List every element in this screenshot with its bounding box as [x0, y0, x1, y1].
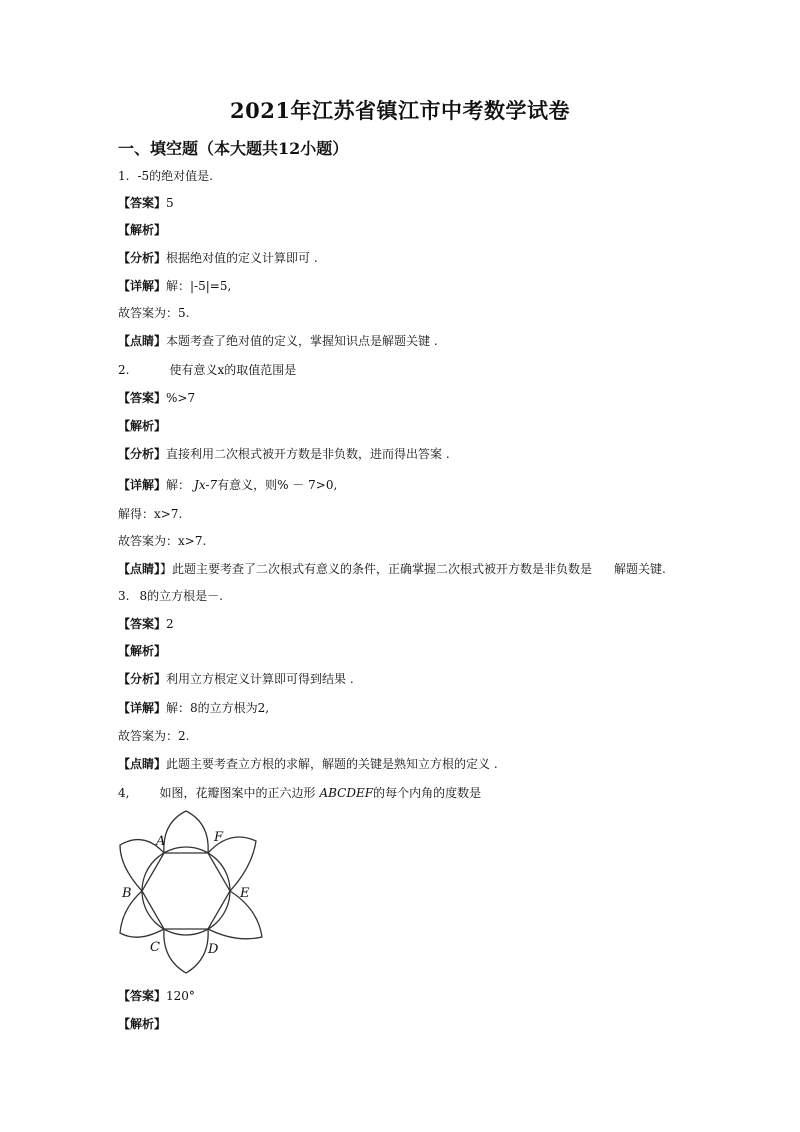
q2-dianjing-a: 】此题主要考查了二次根式有意义的条件，正确掌握二次根式被开方数是非负数是: [160, 562, 593, 576]
q2-sqrt-expression: Jx-7: [194, 478, 218, 492]
q1-dianjing-text: 本题考查了绝对值的定义，掌握知识点是解题关键 .: [166, 334, 438, 348]
q2-jiede: 解得：x>7.: [118, 507, 183, 521]
q1-final: 故答案为：5.: [118, 306, 190, 320]
q4-answer-tag: 【答案】: [118, 989, 167, 1003]
q4-text-b: 的每个内角的度数是: [373, 786, 482, 800]
q1-jiexi-tag: 【解析】: [118, 223, 167, 237]
q3-jiexi: [118, 643, 166, 659]
q1-jiexi: [118, 222, 166, 238]
q4-jiexi-tag: 【解析】: [118, 1017, 167, 1031]
q2-answer-value: %>7: [166, 391, 196, 405]
flower-hexagon-figure: [112, 805, 272, 977]
q1-fenxi: [118, 250, 318, 266]
label-c: C: [150, 940, 160, 955]
q1-answer: [118, 195, 174, 211]
q3-dianjing-text: 此题主要考查立方根的求解，解题的关键是熟知立方根的定义 .: [166, 757, 498, 771]
hexagon-abcdef: [142, 853, 230, 929]
q3-xiangjie: [118, 700, 269, 716]
q2-fenxi-text: 直接利用二次根式被开方数是非负数，进而得出答案 .: [166, 447, 450, 461]
q3-dianjing-tag: 【点睛】: [118, 757, 167, 771]
q3-dianjing: [118, 756, 498, 772]
q4-jiexi: [118, 1016, 166, 1032]
q1-dianjing: [118, 333, 438, 349]
q2-answer-tag: 【答案】: [118, 391, 167, 405]
q2-final: 故答案为：x>7.: [118, 534, 207, 548]
q4-number: 4,: [118, 786, 130, 800]
q1-answer-value: 5: [166, 196, 174, 210]
q2-dianjing-b: 解题关键.: [614, 562, 666, 576]
q2-dianjing: [118, 561, 666, 577]
q2-jiexi-tag: 【解析】: [118, 419, 167, 433]
q3-number: 3.: [118, 589, 130, 603]
q2-jiexi: [118, 418, 166, 434]
q4-answer-value: 120°: [166, 989, 195, 1003]
q2-dianjing-tag: 【点睛】: [118, 562, 161, 576]
page-title: 2021年江苏省镇江市中考数学试卷: [230, 98, 570, 123]
q1-fenxi-text: 根据绝对值的定义计算即可 .: [166, 251, 318, 265]
q3-answer-value: 2: [166, 617, 174, 631]
q2-xiangjie-b: 有意义，则% － 7>0,: [217, 478, 338, 492]
q2-text: 使有意义x的取值范围是: [169, 363, 297, 377]
q1-number: 1.: [118, 169, 130, 183]
q3-xiangjie-tag: 【详解】: [118, 701, 167, 715]
q2-stem: [118, 362, 296, 378]
q2-xiangjie-a: 解：: [166, 478, 191, 492]
label-f: F: [214, 830, 224, 845]
q3-xiangjie-text: 解：8的立方根为2,: [166, 701, 270, 715]
q1-answer-tag: 【答案】: [118, 196, 167, 210]
q4-text-a: 如图，花瓣图案中的正六边形: [159, 786, 316, 800]
label-b: B: [122, 886, 132, 901]
section-heading: 一、填空题（本大题共12小题）: [118, 139, 349, 158]
q3-fenxi: [118, 671, 354, 687]
q3-text: 8的立方根是－.: [139, 589, 223, 603]
q1-xiangjie: [118, 278, 231, 294]
q4-stem: [118, 785, 481, 801]
q1-dianjing-tag: 【点睛】: [118, 334, 167, 348]
q3-fenxi-tag: 【分析】: [118, 672, 167, 686]
label-a: A: [156, 834, 166, 849]
q2-number: 2.: [118, 363, 130, 377]
q2-xiangjie-tag: 【详解】: [118, 478, 167, 492]
q3-answer: [118, 616, 174, 632]
q1-xiangjie-text: 解：|-5|=5,: [166, 279, 232, 293]
q3-fenxi-text: 利用立方根定义计算即可得到结果 .: [166, 672, 354, 686]
q2-answer: [118, 390, 195, 406]
label-e: E: [240, 886, 250, 901]
q3-answer-tag: 【答案】: [118, 617, 167, 631]
q1-stem: [118, 168, 213, 184]
q2-fenxi: [118, 446, 450, 462]
q1-fenxi-tag: 【分析】: [118, 251, 167, 265]
q1-xiangjie-tag: 【详解】: [118, 279, 167, 293]
q2-xiangjie: [118, 477, 337, 493]
q3-stem: [118, 588, 223, 604]
q1-text: -5的绝对值是.: [137, 169, 213, 183]
q2-fenxi-tag: 【分析】: [118, 447, 167, 461]
q4-answer: [118, 988, 195, 1004]
q3-final: 故答案为：2.: [118, 729, 190, 743]
label-d: D: [208, 942, 219, 957]
petal-top-right: [208, 837, 256, 891]
q4-hexagon-name: ABCDEF: [319, 786, 374, 800]
q3-jiexi-tag: 【解析】: [118, 644, 167, 658]
inner-circle: [142, 847, 230, 935]
